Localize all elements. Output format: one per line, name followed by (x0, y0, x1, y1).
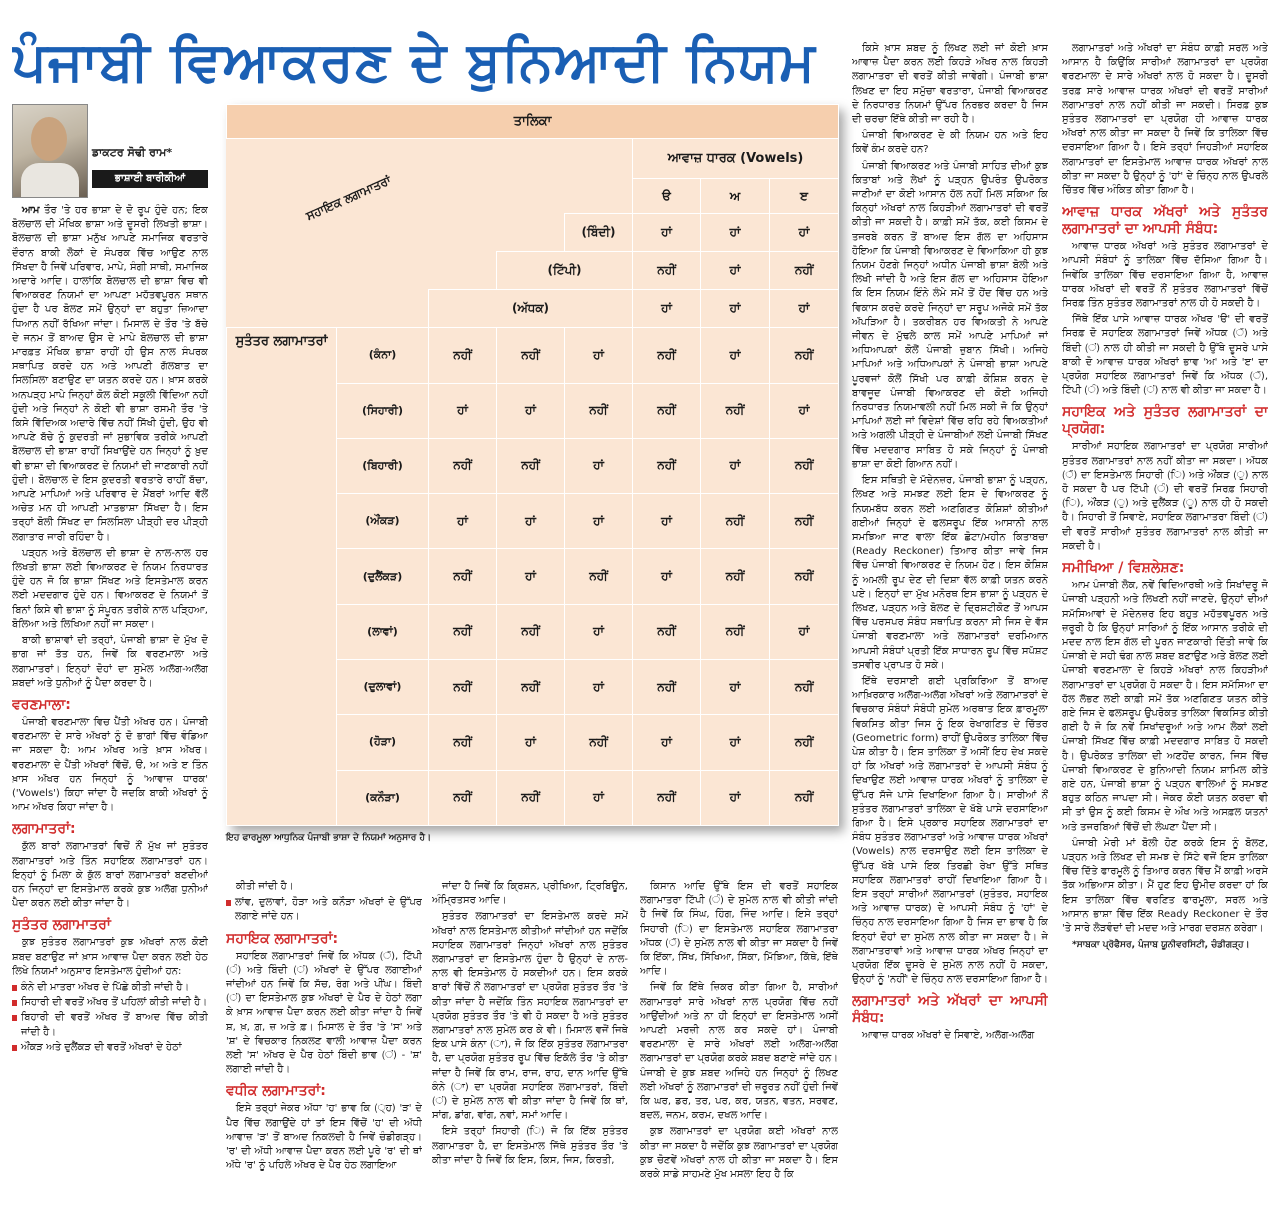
section-heading: ਵਧੀਕ ਲਗਾਮਾਤਰਾਂ: (226, 1083, 326, 1100)
bullet-list (12, 981, 208, 1055)
paragraph: ਸਹਾਇਕ ਲਗਾਮਾਤਰਾਂ ਜਿਵੇਂ ਕਿ ਅੱਧਕ (ੱ), ਟਿੱਪੀ (ੰ) ਅਤੇ ਬਿੰਦੀ (ਂ) ਅੱਖਰਾਂ ਦੇ ਉੱਪਰ ਲਗਾਈਆਂ ਜਾਂਦੀਆਂ ਹਨ ਜਿਵੇਂ ਕਿ ਸੱਚ, ਰੰਗ ਅਤੇ ਪੀਂਘ। ਬਿੰਦੀ (ਂ) ਦਾ ਇਸਤੇਮਾਲ ਕੁਝ ਅੱਖਰਾਂ ਦੇ ਪੈਰ ਦੇ ਹੇਠਾਂ ਲਗਾ ਕੇ ਖ਼ਾਸ ਆਵਾਜ਼ ਪੈਦਾ ਕਰਨ ਲਈ ਕੀਤਾ ਜਾਂਦਾ ਹੈ ਜਿਵੇਂ ਸ਼, ਖ਼, ਗ਼, ਜ਼ ਅਤੇ ਫ਼। ਮਿਸਾਲ ਦੇ ਤੌਰ 'ਤੇ 'ਸ' ਅਤੇ 'ਸ਼' ਦੇ ਵਿਚਕਾਰ ਨਿਕਲਣ ਵਾਲੀ ਆਵਾਜ਼ ਪੈਦਾ ਕਰਨ ਲਈ 'ਸ' ਅੱਖਰ ਦੇ ਪੈਰ ਹੇਠਾਂ ਬਿੰਦੀ ਭਾਵ (ਂ) - 'ਸ਼' ਲਗਾਈ ਜਾਂਦੀ ਹੈ। (226, 950, 422, 1076)
table-cell: ਨਹੀਂ (565, 715, 633, 770)
table-cell: ਨਹੀਂ (429, 328, 497, 383)
table-cell: ਨਹੀਂ (565, 383, 633, 438)
table-cell: ਹਾਂ (701, 251, 770, 289)
vowels-header: ਆਵਾਜ਼ ਧਾਰਕ (Vowels) (633, 139, 839, 179)
assistant-header: ਸਹਾਇਕ ਲਗਾਮਾਤਰਾਂ (303, 173, 393, 224)
paragraph: ਪੜ੍ਹਨ ਅਤੇ ਬੋਲਚਾਲ ਦੀ ਭਾਸ਼ਾ ਦੇ ਨਾਲ-ਨਾਲ ਹਰ ਲਿਖਤੀ ਭਾਸ਼ਾ ਲਈ ਵਿਆਕਰਣ ਦੇ ਨਿਯਮ ਨਿਰਧਾਰਤ ਹੁੰਦੇ ਹਨ ਜੋ ਕਿ ਭਾਸ਼ਾ ਸਿੱਖਣ ਅਤੇ ਇਸਤੇਮਾਲ ਕਰਨ ਲਈ ਮਦਦਗਾਰ ਹੁੰਦੇ ਹਨ। ਵਿਆਕਰਣ ਦੇ ਨਿਯਮਾਂ ਤੋਂ ਬਿਨਾਂ ਕਿਸੇ ਵੀ ਭਾਸ਼ਾ ਨੂੰ ਸੰਪੂਰਨ ਤਰੀਕੇ ਨਾਲ ਪੜ੍ਹਿਆ, ਬੋਲਿਆ ਅਤੇ ਲਿਖਿਆ ਨਹੀਂ ਜਾ ਸਕਦਾ। (12, 547, 208, 630)
paragraph: ਆਵਾਜ਼ ਧਾਰਕ ਅੱਖਰਾਂ ਅਤੇ ਸੁਤੰਤਰ ਲਗਾਮਾਤਰਾਂ ਦੇ ਆਪਸੀ ਸੰਬੰਧਾਂ ਨੂੰ ਤਾਲਿਕਾ ਵਿੱਚ ਦੱਸਿਆ ਗਿਆ ਹੈ। ਜਿਵੇਂਕਿ ਤਾਲਿਕਾ ਵਿੱਚ ਦਰਸਾਇਆ ਗਿਆ ਹੈ, ਆਵਾਜ਼ ਧਾਰਕ ਅੱਖਰਾਂ ਦੀ ਵਰਤੋਂ ਨੌਂ ਸੁਤੰਤਰ ਲਗਾਮਾਤਰਾਂ ਵਿੱਚੋਂ ਸਿਰਫ਼ ਤਿੰਨ ਸੁਤੰਤਰ ਲਗਾਮਾਤਰਾਂ ਨਾਲ ਹੀ ਹੋ ਸਕਦੀ ਹੈ। (1062, 241, 1268, 310)
paragraph: ਕਿਸਾਨ ਆਦਿ ਉੱਥੇ ਇਸ ਦੀ ਵਰਤੋਂ ਸਹਾਇਕ ਲਗਾਮਾਤਰਾ ਟਿੱਪੀ (ੰ) ਦੇ ਸੁਮੇਲ ਨਾਲ ਵੀ ਕੀਤੀ ਜਾਂਦੀ ਹੈ ਜਿਵੇਂ ਕਿ ਸਿੰਘ, ਹਿੰਗ, ਜਿੰਦ ਆਦਿ। ਇਸੇ ਤਰ੍ਹਾਂ ਸਿਹਾਰੀ (ਿ) ਦਾ ਇਸਤੇਮਾਲ ਸਹਾਇਕ ਲਗਾਮਾਤਰਾ ਅੱਧਕ (ੱ) ਦੇ ਸੁਮੇਲ ਨਾਲ ਵੀ ਕੀਤਾ ਜਾ ਸਕਦਾ ਹੈ ਜਿਵੇਂ ਕਿ ਇੱਕਾ, ਸਿੱਖ, ਸਿੱਖਿਆ, ਸਿੱਕਾ, ਮਿੱਝਿਆ, ਕਿੱਥੇ, ਇੱਥੇ ਆਦਿ। (640, 881, 838, 978)
section-heading: ਸਹਾਇਕ ਅਤੇ ਸੁਤੰਤਰ ਲਗਾਮਾਤਰਾਂ ਦਾ ਪ੍ਰਯੋਗ: (1062, 404, 1268, 438)
paragraph: ਪੰਜਾਬੀ ਵਰਣਮਾਲਾ ਵਿਚ ਪੈਂਤੀ ਅੱਖਰ ਹਨ। ਪੰਜਾਬੀ ਵਰਣਮਾਲਾ ਦੇ ਸਾਰੇ ਅੱਖਰਾਂ ਨੂੰ ਦੋ ਭਾਗਾਂ ਵਿੱਚ ਵੰਡਿਆ ਜਾ ਸਕਦਾ ਹੈ: ਆਮ ਅੱਖਰ ਅਤੇ ਖ਼ਾਸ ਅੱਖਰ। ਵਰਣਮਾਲਾ ਦੇ ਪੈਂਤੀ ਅੱਖਰਾਂ ਵਿੱਚੋਂ, ੳ, ਅ ਅਤੇ ੲ ਤਿੰਨ ਖ਼ਾਸ ਅੱਖਰ ਹਨ ਜਿਨ੍ਹਾਂ ਨੂੰ 'ਆਵਾਜ਼ ਧਾਰਕ' ('Vowels') ਕਿਹਾ ਜਾਂਦਾ ਹੈ ਜਦਕਿ ਬਾਕੀ ਅੱਖਰਾਂ ਨੂੰ ਆਮ ਅੱਖਰ ਕਿਹਾ ਜਾਂਦਾ ਹੈ। (12, 716, 208, 814)
paragraph: ਕੁਝ ਲਗਾਮਾਤਰਾਂ ਦਾ ਪ੍ਰਯੋਗ ਕਈ ਅੱਖਰਾਂ ਨਾਲ ਕੀਤਾ ਜਾ ਸਕਦਾ ਹੈ ਜਦੋਂਕਿ ਕੁਝ ਲਗਾਮਾਤਰਾਂ ਦਾ ਪ੍ਰਯੋਗ ਕੁਝ ਚੋਣਵੇਂ ਅੱਖਰਾਂ ਨਾਲ ਹੀ ਕੀਤਾ ਜਾ ਸਕਦਾ ਹੈ। ਇਸ ਕਰਕੇ ਸਾਡੇ ਸਾਹਮਣੇ ਮੁੱਖ ਮਸਲਾ ਇਹ ਹੈ ਕਿ (640, 1126, 838, 1181)
table-cell: ਨਹੀਂ (429, 604, 497, 659)
paragraph: ਇਸੇ ਤਰ੍ਹਾਂ ਜੇਕਰ ਅੱਧਾ 'ਹ' ਭਾਵ ਕਿ (੍ਹ) 'ੜ' ਦੇ ਪੈਰ ਵਿੱਚ ਲਗਾਉਂਦੇ ਹਾਂ ਤਾਂ ਇਸ ਵਿੱਚੋਂ 'ਹ' ਦੀ ਅੱਧੀ ਆਵਾਜ਼ 'ੜ' ਤੋਂ ਬਾਅਦ ਨਿਕਲਦੀ ਹੈ ਜਿਵੇਂ ਚੰਡੀਗੜ੍ਹ। 'ਰ' ਦੀ ਅੱਧੀ ਆਵਾਜ਼ ਪੈਦਾ ਕਰਨ ਲਈ ਪੂਰੇ 'ਰ' ਦੀ ਥਾਂ ਅੱਧੇ 'ਰ' ਨੂੰ ਪਹਿਲੇ ਅੱਖਰ ਦੇ ਪੈਰ ਹੇਠ ਲਗਾਇਆ (226, 1103, 422, 1172)
bullet-list (226, 896, 422, 924)
list-item: ਸਿਹਾਰੀ ਦੀ ਵਰਤੋਂ ਅੱਖਰ ਤੋਂ ਪਹਿਲਾਂ ਕੀਤੀ ਜਾਂਦੀ ਹੈ। (12, 996, 208, 1010)
table-cell: ਹਾਂ (497, 715, 565, 770)
table-cell: ਨਹੀਂ (429, 659, 497, 714)
table-cell: ਨਹੀਂ (429, 438, 497, 493)
table-cell: ਹਾਂ (429, 383, 497, 438)
author-name: ਡਾਕਟਰ ਸੋਢੀ ਰਾਮ* (92, 146, 173, 159)
table-cell: ਨਹੀਂ (770, 438, 839, 493)
table-cell: ਹਾਂ (701, 328, 770, 383)
byline (12, 104, 208, 198)
paragraph (12, 204, 208, 545)
paragraph: ਜਿੱਥੇ ਇੱਕ ਪਾਸੇ ਆਵਾਜ਼ ਧਾਰਕ ਅੱਖਰ 'ੳ' ਦੀ ਵਰਤੋਂ ਸਿਰਫ਼ ਦੋ ਸਹਾਇਕ ਲਗਾਮਾਤਰਾਂ ਜਿਵੇਂ ਅੱਧਕ (ੱ) ਅਤੇ ਬਿੰਦੀ (ਂ) ਨਾਲ ਹੀ ਕੀਤੀ ਜਾ ਸਕਦੀ ਹੈ ਉੱਥੇ ਦੂਸਰੇ ਪਾਸੇ ਬਾਕੀ ਦੋ ਆਵਾਜ਼ ਧਾਰਕ ਅੱਖਰਾਂ ਭਾਵ 'ਅ' ਅਤੇ 'ੲ' ਦਾ ਪ੍ਰਯੋਗ ਸਹਾਇਕ ਲਗਾਮਾਤਰਾਂ ਜਿਵੇਂ ਕਿ ਅੱਧਕ (ੱ), ਟਿੱਪੀ (ੰ) ਅਤੇ ਬਿੰਦੀ (ਂ) ਨਾਲ ਵੀ ਕੀਤਾ ਜਾ ਸਕਦਾ ਹੈ। (1062, 314, 1268, 397)
blank-cell (227, 290, 429, 328)
table-cell: ਨਹੀਂ (497, 770, 565, 825)
paragraph: ਆਵਾਜ਼ ਧਾਰਕ ਅੱਖਰਾਂ ਦੇ ਸਿਵਾਏ, ਅਲੱਗ-ਅਲੱਗ (862, 1030, 1035, 1042)
table-cell: ਨਹੀਂ (770, 715, 839, 770)
row-label: (ਲਾਵਾਂ) (337, 604, 429, 659)
table-cell: ਹਾਂ (565, 328, 633, 383)
row-label: (ਹੋੜਾ) (337, 715, 429, 770)
column-tag: ਭਾਸ਼ਾਈ ਬਾਰੀਕੀਆਂ (92, 170, 208, 188)
paragraph: ਲਗਾਮਾਤਰਾਂ ਅਤੇ ਅੱਖਰਾਂ ਦਾ ਸੰਬੰਧ ਕਾਫ਼ੀ ਸਰਲ ਅਤੇ ਆਸਾਨ ਹੈ ਕਿਉਂਕਿ ਸਾਰੀਆਂ ਲਗਾਮਾਤਰਾਂ ਦਾ ਪ੍ਰਯੋਗ ਵਰਣਮਾਲਾ ਦੇ ਸਾਰੇ ਅੱਖਰਾਂ ਨਾਲ ਹੋ ਸਕਦਾ ਹੈ। ਦੂਸਰੀ ਤਰਫ਼ ਸਾਰੇ ਆਵਾਜ਼ ਧਾਰਕ ਅੱਖਰਾਂ ਦੀ ਵਰਤੋਂ ਸਾਰੀਆਂ ਲਗਾਮਾਤਰਾਂ ਨਾਲ ਨਹੀਂ ਕੀਤੀ ਜਾ ਸਕਦੀ। ਸਿਰਫ਼ ਕੁਝ ਸੁਤੰਤਰ ਲਗਾਮਾਤਰਾਂ ਦਾ ਪ੍ਰਯੋਗ ਹੀ ਆਵਾਜ਼ ਧਾਰਕ ਅੱਖਰਾਂ ਨਾਲ ਕੀਤਾ ਜਾ ਸਕਦਾ ਹੈ ਜਿਵੇਂ ਕਿ ਤਾਲਿਕਾ ਵਿੱਚ ਦਰਸਾਇਆ ਗਿਆ ਹੈ। ਇਸੇ ਤਰ੍ਹਾਂ ਜਿਹੜੀਆਂ ਸਹਾਇਕ ਲਗਾਮਾਤਰਾਂ ਦਾ ਇਸਤੇਮਾਲ ਆਵਾਜ਼ ਧਾਰਕ ਅੱਖਰਾਂ ਨਾਲ ਕੀਤਾ ਜਾ ਸਕਦਾ ਹੈ ਉਨ੍ਹਾਂ ਨੂੰ 'ਹਾਂ' ਦੇ ਚਿੰਨ੍ਹ ਨਾਲ ਉਪਰਲੇ ਚਿੱਤਰ ਵਿੱਚ ਅੰਕਿਤ ਕੀਤਾ ਗਿਆ ਹੈ। (1062, 43, 1268, 197)
paragraph: ਇਸ ਸਥਿਤੀ ਦੇ ਮੱਦੇਨਜ਼ਰ, ਪੰਜਾਬੀ ਭਾਸ਼ਾ ਨੂੰ ਪੜ੍ਹਨ, ਲਿਖਣ ਅਤੇ ਸਮਝਣ ਲਈ ਇਸ ਦੇ ਵਿਆਕਰਣ ਨੂੰ ਨਿਯਮਬੱਧ ਕਰਨ ਲਈ ਅਣਗਿਣਤ ਕੋਸ਼ਿਸ਼ਾਂ ਕੀਤੀਆਂ ਗਈਆਂ ਜਿਨ੍ਹਾਂ ਦੇ ਫਲਸਰੂਪ ਇੱਕ ਆਸਾਨੀ ਨਾਲ ਸਮਝਿਆ ਜਾਣ ਵਾਲਾ ਇੱਕ ਛੋਟਾ/ਮਹੀਨ ਕਿਤਾਬਚਾ (Ready Reckoner) ਤਿਆਰ ਕੀਤਾ ਜਾਵੇ ਜਿਸ ਵਿੱਚ ਪੰਜਾਬੀ ਵਿਆਕਰਣ ਦੇ ਨਿਯਮ ਹੋਣ। ਇਸ ਕੋਸ਼ਿਸ਼ ਨੂੰ ਅਮਲੀ ਰੂਪ ਦੇਣ ਦੀ ਦਿਸ਼ਾ ਵੱਲ ਕਾਫ਼ੀ ਯਤਨ ਕਰਨੇ ਪਏ। ਇਨ੍ਹਾਂ ਦਾ ਮੁੱਖ ਮਨੋਰਥ ਇਸ ਭਾਸ਼ਾ ਨੂੰ ਪੜ੍ਹਨ ਦੇ ਲਿਖਣ, ਪੜ੍ਹਨ ਅਤੇ ਬੋਲਣ ਦੇ ਦ੍ਰਿਸ਼ਟੀਕੋਣ ਤੋਂ ਆਪਸ ਵਿੱਚ ਪਰਸਪਰ ਸੰਬੰਧ ਸਥਾਪਿਤ ਕਰਨਾ ਸੀ ਜਿਸ ਦੇ ਵੱਸ ਪੰਜਾਬੀ ਵਰਣਮਾਲਾ ਅਤੇ ਲਗਾਮਾਤਰਾਂ ਦਰਮਿਆਨ ਆਪਸੀ ਸੰਬੰਧਾਂ ਪ੍ਰਤੀ ਇੱਕ ਸਾਧਾਰਨ ਰੂਪ ਵਿੱਚ ਸਪੱਸ਼ਟ ਤਸਵੀਰ ਪ੍ਰਾਪਤ ਹੋ ਸਕੇ। (852, 475, 1048, 671)
paragraph: ਸਾਰੀਆਂ ਸਹਾਇਕ ਲਗਾਮਾਤਰਾਂ ਦਾ ਪ੍ਰਯੋਗ ਸਾਰੀਆਂ ਸੁਤੰਤਰ ਲਗਾਮਾਤਰਾਂ ਨਾਲ ਨਹੀਂ ਕੀਤਾ ਜਾ ਸਕਦਾ। ਅੱਧਕ (ੱ) ਦਾ ਇਸਤੇਮਾਲ ਸਿਹਾਰੀ (ਿ) ਅਤੇ ਔਂਕੜ (ੁ) ਨਾਲ ਹੋ ਸਕਦਾ ਹੈ ਪਰ ਟਿੱਪੀ (ੰ) ਦੀ ਵਰਤੋਂ ਸਿਰਫ਼ ਸਿਹਾਰੀ (ਿ), ਔਂਕੜ (ੁ) ਅਤੇ ਦੁਲੈਂਕੜ (ੂ) ਨਾਲ ਹੀ ਹੋ ਸਕਦੀ ਹੈ। ਸਿਹਾਰੀ ਤੋਂ ਸਿਵਾਏ, ਸਹਾਇਕ ਲਗਾਮਾਤਰਾ ਬਿੰਦੀ (ਂ) ਦੀ ਵਰਤੋਂ ਸਾਰੀਆਂ ਸੁਤੰਤਰ ਲਗਾਮਾਤਰਾਂ ਨਾਲ ਕੀਤੀ ਜਾ ਸਕਦੀ ਹੈ। (1062, 441, 1268, 552)
row-label: (ਕੰਨਾ) (337, 328, 429, 383)
table-cell: ਹਾਂ (770, 604, 839, 659)
table-cell: ਨਹੀਂ (633, 328, 701, 383)
table-cell: ਨਹੀਂ (633, 383, 701, 438)
table-cell: ਨਹੀਂ (497, 604, 565, 659)
table-cell: ਹਾਂ (701, 438, 770, 493)
table-cell: ਹਾਂ (497, 494, 565, 549)
table-caption: ਇਹ ਫਾਰਮੂਲਾ ਆਧੁਨਿਕ ਪੰਜਾਬੀ ਭਾਸ਼ਾ ਦੇ ਨਿਯਮਾਂ ਅਨੁਸਾਰ ਹੈ। (226, 833, 432, 843)
table-cell: ਹਾਂ (633, 213, 701, 251)
table-cell: ਨਹੀਂ (770, 659, 839, 714)
table-cell: ਹਾਂ (565, 659, 633, 714)
table-cell: ਹਾਂ (701, 659, 770, 714)
table-cell: ਨਹੀਂ (770, 549, 839, 604)
paragraph: ਜਿਵੇਂ ਕਿ ਇੱਥੇ ਜ਼ਿਕਰ ਕੀਤਾ ਗਿਆ ਹੈ, ਸਾਰੀਆਂ ਲਗਾਮਾਤਰਾਂ ਸਾਰੇ ਅੱਖਰਾਂ ਨਾਲ ਪ੍ਰਯੋਗ ਵਿੱਚ ਨਹੀਂ ਆਉਂਦੀਆਂ ਅਤੇ ਨਾ ਹੀ ਇਨ੍ਹਾਂ ਦਾ ਇਸਤੇਮਾਲ ਅਸੀਂ ਆਪਣੀ ਮਰਜ਼ੀ ਨਾਲ ਕਰ ਸਕਦੇ ਹਾਂ। ਪੰਜਾਬੀ ਵਰਣਮਾਲਾ ਦੇ ਸਾਰੇ ਅੱਖਰਾਂ ਲਈ ਅਲੱਗ-ਅਲੱਗ ਲਗਾਮਾਤਰਾਂ ਦਾ ਪ੍ਰਯੋਗ ਕਰਕੇ ਸ਼ਬਦ ਬਣਾਏ ਜਾਂਦੇ ਹਨ। ਪੰਜਾਬੀ ਦੇ ਕੁਝ ਸ਼ਬਦ ਅਜਿਹੇ ਹਨ ਜਿਨ੍ਹਾਂ ਨੂੰ ਲਿਖਣ ਲਈ ਅੱਖਰਾਂ ਨੂੰ ਲਗਾਮਾਤਰਾਂ ਦੀ ਜ਼ਰੂਰਤ ਨਹੀਂ ਹੁੰਦੀ ਜਿਵੇਂ ਕਿ ਘਰ, ਡਰ, ਤਰ, ਪਰ, ਕਰ, ਯਤਨ, ਵਤਨ, ਸਰਵਣ, ਬਦਲ, ਜਨਮ, ਕਰਮ, ਦਖਲ ਆਦਿ। (640, 982, 838, 1122)
blank-cell (227, 251, 497, 289)
table-cell: ਹਾਂ (633, 715, 701, 770)
lead-word: ਆਮ (22, 205, 40, 216)
article-column-4 (640, 880, 838, 1210)
paragraph: ਕਿਸੇ ਖ਼ਾਸ ਸ਼ਬਦ ਨੂੰ ਲਿਖਣ ਲਈ ਜਾਂ ਕੋਈ ਖ਼ਾਸ ਆਵਾਜ਼ ਪੈਦਾ ਕਰਨ ਲਈ ਕਿਹੜੇ ਅੱਖਰ ਨਾਲ ਕਿਹੜੀ ਲਗਾਮਾਤਰਾ ਦੀ ਵਰਤੋਂ ਕੀਤੀ ਜਾਵੇਗੀ। ਪੰਜਾਬੀ ਭਾਸ਼ਾ ਲਿਖਣ ਦਾ ਇਹ ਸਮੁੱਚਾ ਵਰਤਾਰਾ, ਪੰਜਾਬੀ ਵਿਆਕਰਣ ਦੇ ਨਿਰਧਾਰਤ ਨਿਯਮਾਂ ਉੱਪਰ ਨਿਰਭਰ ਕਰਦਾ ਹੈ ਜਿਸ ਦੀ ਚਰਚਾ ਇੱਥੇ ਕੀਤੀ ਜਾ ਰਹੀ ਹੈ। (852, 43, 1048, 126)
table-cell: ਹਾਂ (497, 549, 565, 604)
paragraph: ਕੁੱਲ ਬਾਰਾਂ ਲਗਾਮਾਤਰਾਂ ਵਿਚੋਂ ਨੌਂ ਮੁੱਖ ਜਾਂ ਸੁਤੰਤਰ ਲਗਾਮਾਤਰਾਂ ਅਤੇ ਤਿੰਨ ਸਹਾਇਕ ਲਗਾਮਾਤਰਾਂ ਹਨ। ਇਨ੍ਹਾਂ ਨੂੰ ਮਿਲਾ ਕੇ ਕੁੱਲ ਬਾਰਾਂ ਲਗਾਮਾਤਰਾਂ ਬਣਦੀਆਂ ਹਨ ਜਿਨ੍ਹਾਂ ਦਾ ਇਸਤੇਮਾਲ ਕਰਕੇ ਕੁਝ ਅਲੱਗ ਧੁਨੀਆਂ ਪੈਦਾ ਕਰਨ ਲਈ ਕੀਤਾ ਜਾਂਦਾ ਹੈ। (12, 841, 208, 910)
author-signoff: *ਸਾਬਕਾ ਪ੍ਰੋਫੈਸਰ, ਪੰਜਾਬ ਯੂਨੀਵਰਸਿਟੀ, ਚੰਡੀਗੜ੍ਹ। (1072, 940, 1250, 951)
list-item: ਕੰਨੇ ਦੀ ਮਾਤਰਾ ਅੱਖਰ ਦੇ ਪਿੱਛੇ ਕੀਤੀ ਜਾਂਦੀ ਹੈ। (12, 981, 208, 995)
table-cell: ਨਹੀਂ (565, 549, 633, 604)
row-label: (ਔਂਕੜ) (337, 494, 429, 549)
grammar-table (226, 104, 838, 826)
assistant-header-cell (227, 139, 633, 224)
table-cell: ਨਹੀਂ (701, 383, 770, 438)
section-heading: ਸੁਤੰਤਰ ਲਗਾਮਾਤਰਾਂ (12, 917, 111, 934)
table-cell: ਨਹੀਂ (429, 770, 497, 825)
table-cell: ਨਹੀਂ (770, 494, 839, 549)
table-cell: ਨਹੀਂ (770, 328, 839, 383)
table-cell: ਹਾਂ (633, 494, 701, 549)
table-cell: ਨਹੀਂ (633, 438, 701, 493)
table-cell: ਨਹੀਂ (633, 251, 701, 289)
paragraph-text: ਤੌਰ 'ਤੇ ਹਰ ਭਾਸ਼ਾ ਦੇ ਦੋ ਰੂਪ ਹੁੰਦੇ ਹਨ; ਇਕ ਬੋਲਚਾਲ ਦੀ ਮੌਖਿਕ ਭਾਸ਼ਾ ਅਤੇ ਦੂਸਰੀ ਲਿਖਤੀ ਭਾਸ਼ਾ। ਬੋਲਚਾਲ ਦੀ ਭਾਸ਼ਾ ਮਨੁੱਖ ਆਪਣੇ ਸਮਾਜਿਕ ਵਰਤਾਰੇ ਦੌਰਾਨ ਬਾਕੀ ਲੋਕਾਂ ਦੇ ਸੰਪਰਕ ਵਿੱਚ ਆਉਣ ਨਾਲ ਸਿੱਖਦਾ ਹੈ ਜਿਵੇਂ ਪਰਿਵਾਰ, ਮਾਪੇ, ਸੰਗੀ ਸਾਥੀ, ਸਮਾਜਿਕ ਅਦਾਰੇ ਆਦਿ। ਹਾਲਾਂਕਿ ਬੋਲਚਾਲ ਦੀ ਭਾਸ਼ਾ ਵਿਚ ਵੀ ਵਿਆਕਰਣ ਨਿਯਮਾਂ ਦਾ ਆਪਣਾ ਮਹੱਤਵਪੂਰਨ ਸਥਾਨ ਹੁੰਦਾ ਹੈ ਪਰ ਬੋਲਣ ਸਮੇਂ ਉਨ੍ਹਾਂ ਦਾ ਬਹੁਤਾ ਜ਼ਿਆਦਾ ਧਿਆਨ ਨਹੀਂ ਰੱਖਿਆ ਜਾਂਦਾ। ਮਿਸਾਲ ਦੇ ਤੌਰ 'ਤੇ ਬੱਚੇ ਦੇ ਜਨਮ ਤੋਂ ਬਾਅਦ ਉਸ ਦੇ ਮਾਪੇ ਬੋਲਚਾਲ ਦੀ ਭਾਸ਼ਾ ਮਾਰਫ਼ਤ ਮੌਖਿਕ ਭਾਸ਼ਾ ਰਾਹੀਂ ਹੀ ਉਸ ਨਾਲ ਸੰਪਰਕ ਸਥਾਪਿਤ ਕਰਦੇ ਹਨ ਅਤੇ ਆਪਣੀ ਗੱਲਬਾਤ ਦਾ ਸਿਲਸਿਲਾ ਬਣਾਉਣ ਦਾ ਯਤਨ ਕਰਦੇ ਹਨ। ਖ਼ਾਸ ਕਰਕੇ ਅਨਪੜ੍ਹ ਮਾਪੇ ਜਿਨ੍ਹਾਂ ਕੋਲ ਕੋਈ ਸਕੂਲੀ ਵਿੱਦਿਆ ਨਹੀਂ ਹੁੰਦੀ ਅਤੇ ਜਿਨ੍ਹਾਂ ਨੇ ਕੋਈ ਵੀ ਭਾਸ਼ਾ ਰਸਮੀ ਤੌਰ 'ਤੇ ਕਿਸੇ ਵਿੱਦਿਅਕ ਅਦਾਰੇ ਵਿੱਚ ਨਹੀਂ ਸਿੱਖੀ ਹੁੰਦੀ, ਉਹ ਵੀ ਆਪਣੇ ਬੱਚੇ ਨੂੰ ਕੁਦਰਤੀ ਜਾਂ ਸੁਭਾਵਿਕ ਤਰੀਕੇ ਆਪਣੀ ਬੋਲਚਾਲ ਦੀ ਭਾਸ਼ਾ ਰਾਹੀਂ ਸਿਖਾਉਂਦੇ ਹਨ ਜਿਨ੍ਹਾਂ ਨੂੰ ਖ਼ੁਦ ਵੀ ਭਾਸ਼ਾ ਦੀ ਵਿਆਕਰਣ ਦੇ ਨਿਯਮਾਂ ਦੀ ਜਾਣਕਾਰੀ ਨਹੀਂ ਹੁੰਦੀ। ਬੋਲਚਾਲ ਦੇ ਇਸ ਕੁਦਰਤੀ ਵਰਤਾਰੇ ਰਾਹੀਂ ਬੱਚਾ, ਆਪਣੇ ਮਾਪਿਆਂ ਅਤੇ ਪਰਿਵਾਰ ਦੇ ਮੈਂਬਰਾਂ ਆਦਿ ਵੱਲੋਂ ਅਚੇਤ ਮਨ ਹੀ ਆਪਣੀ ਮਾਤਭਾਸ਼ਾ ਸਿੱਖਦਾ ਹੈ। ਇਸ ਤਰ੍ਹਾਂ ਬੋਲੀ ਸਿੱਖਣ ਦਾ ਸਿਲਸਿਲਾ ਪੀੜ੍ਹੀ ਦਰ ਪੀੜ੍ਹੀ ਲਗਾਤਾਰ ਜਾਰੀ ਰਹਿੰਦਾ ਹੈ। (12, 205, 208, 543)
table-cell: ਨਹੀਂ (633, 659, 701, 714)
vowel-letter: ੳ (633, 179, 701, 213)
vowel-letter: ਅ (701, 179, 770, 213)
vowel-letter: ੲ (770, 179, 839, 213)
table-cell: ਨਹੀਂ (429, 549, 497, 604)
paragraph: ਸੁਤੰਤਰ ਲਗਾਮਾਤਰਾਂ ਦਾ ਇਸਤੇਮਾਲ ਕਰਦੇ ਸਮੇਂ ਅੱਖਰਾਂ ਨਾਲ ਇਸਤੇਮਾਲ ਕੀਤੀਆਂ ਜਾਂਦੀਆਂ ਹਨ ਜਦੋਂਕਿ ਸਹਾਇਕ ਲਗਾਮਾਤਰਾਂ ਜਿਨ੍ਹਾਂ ਅੱਖਰਾਂ ਨਾਲ ਸੁਤੰਤਰ ਲਗਾਮਾਤਰਾਂ ਦਾ ਇਸਤੇਮਾਲ ਹੁੰਦਾ ਹੈ ਉਨ੍ਹਾਂ ਦੇ ਨਾਲ-ਨਾਲ ਵੀ ਇਸਤੇਮਾਲ ਹੋ ਸਕਦੀਆਂ ਹਨ। ਇਸ ਕਰਕੇ ਬਾਰਾਂ ਵਿੱਚੋਂ ਨੌਂ ਲਗਾਮਾਤਰਾਂ ਦਾ ਪ੍ਰਯੋਗ ਸੁਤੰਤਰ ਤੌਰ 'ਤੇ ਕੀਤਾ ਜਾਂਦਾ ਹੈ ਜਦੋਂਕਿ ਤਿੰਨ ਸਹਾਇਕ ਲਗਾਮਾਤਰਾਂ ਦਾ ਪ੍ਰਯੋਗ ਸੁਤੰਤਰ ਤੌਰ 'ਤੇ ਵੀ ਹੋ ਸਕਦਾ ਹੈ ਅਤੇ ਸੁਤੰਤਰ ਲਗਾਮਾਤਰਾਂ ਨਾਲ ਸੁਮੇਲ ਕਰ ਕੇ ਵੀ। ਮਿਸਾਲ ਵਜੋਂ ਜਿਥੇ ਇਕ ਪਾਸੇ ਕੰਨਾ (ਾ), ਜੋ ਕਿ ਇੱਕ ਸੁਤੰਤਰ ਲਗਾਮਾਤਰਾ ਹੈ, ਦਾ ਪ੍ਰਯੋਗ ਸੁਤੰਤਰ ਰੂਪ ਵਿੱਚ ਇਕੱਲੇ ਤੌਰ 'ਤੇ ਕੀਤਾ ਜਾਂਦਾ ਹੈ ਜਿਵੇਂ ਕਿ ਰਾਮ, ਰਾਜ, ਰਾਹ, ਦਾਨ ਆਦਿ ਉੱਥੇ ਕੰਨੇ (ਾ) ਦਾ ਪ੍ਰਯੋਗ ਸਹਾਇਕ ਲਗਾਮਾਤਰਾਂ, ਬਿੰਦੀ (ਂ) ਦੇ ਸੁਮੇਲ ਨਾਲ ਵੀ ਕੀਤਾ ਜਾਂਦਾ ਹੈ ਜਿਵੇਂ ਕਿ ਥਾਂ, ਸਾਂਗ, ਡਾਂਗ, ਵਾਂਗ, ਨਵਾਂ, ਸਮਾਂ ਆਦਿ। (432, 911, 628, 1122)
paragraph: ਪੰਜਾਬੀ ਵਿਆਕਰਣ ਅਤੇ ਪੰਜਾਬੀ ਸਾਹਿਤ ਦੀਆਂ ਕੁਝ ਕਿਤਾਬਾਂ ਅਤੇ ਲੇਖਾਂ ਨੂੰ ਪੜ੍ਹਨ ਉਪਰੰਤ ਉਪਰੋਕਤ ਜਾਣੀਆਂ ਦਾ ਕੋਈ ਆਸਾਨ ਹੱਲ ਨਹੀਂ ਮਿਲ ਸਕਿਆ ਕਿ ਕਿਨ੍ਹਾਂ ਅੱਖਰਾਂ ਨਾਲ ਕਿਹੜੀਆਂ ਲਗਾਮਾਤਰਾਂ ਦੀ ਵਰਤੋਂ ਕੀਤੀ ਜਾ ਸਕਦੀ ਹੈ। ਕਾਫ਼ੀ ਸਮੇਂ ਤੱਕ, ਕਈ ਕਿਸਮ ਦੇ ਤਜਰਬੇ ਕਰਨ ਤੋਂ ਬਾਅਦ ਇਸ ਗੱਲ ਦਾ ਅਹਿਸਾਸ ਹੋਇਆ ਕਿ ਪੰਜਾਬੀ ਵਿਆਕਰਣ ਦੇ ਵਿਆਕਿਆ ਹੀ ਕੁਝ ਨਿਯਮ ਹੋਣਗੇ ਜਿਨ੍ਹਾਂ ਅਧੀਨ ਪੰਜਾਬੀ ਭਾਸ਼ਾ ਬੋਲੀ ਅਤੇ ਲਿਖੀ ਜਾਂਦੀ ਹੈ ਅਤੇ ਇਸ ਗੱਲ ਦਾ ਅਹਿਸਾਸ ਹੋਇਆ ਕਿ ਇਸ ਨਿਯਮ ਇੰਨੇ ਲੰਮੇ ਸਮੇਂ ਤੋਂ ਹੋਂਦ ਵਿੱਚ ਹਨ ਅਤੇ ਵਿਕਾਸ ਕਰਦੇ ਕਰਦੇ ਜਿਨ੍ਹਾਂ ਦਾ ਸਰੂਪ ਅਜੋਕੇ ਸਮੇਂ ਤੱਕ ਅੱਪੜਿਆ ਹੈ। ਤਕਰੀਬਨ ਹਰ ਵਿਅਕਤੀ ਨੇ ਆਪਣੇ ਜੀਵਨ ਦੇ ਮੁੱਢਲੇ ਕਾਲ ਸਮੇਂ ਆਪਣੇ ਮਾਪਿਆਂ ਜਾਂ ਅਧਿਆਪਕਾਂ ਕੋਲੋਂ ਪੰਜਾਬੀ ਜ਼ੁਬਾਨ ਸਿੱਖੀ। ਅਜਿਹੇ ਮਾਪਿਆਂ ਅਤੇ ਅਧਿਆਪਕਾਂ ਨੇ ਪੰਜਾਬੀ ਭਾਸ਼ਾ ਆਪਣੇ ਪੂਰਵਜਾਂ ਕੋਲੋਂ ਸਿੱਖੀ ਪਰ ਕਾਫ਼ੀ ਕੋਸ਼ਿਸ਼ ਕਰਨ ਦੇ ਬਾਵਜੂਦ ਪੰਜਾਬੀ ਵਿਆਕਰਣ ਦੀ ਕੋਈ ਅਜਿਹੀ ਨਿਰਧਾਰਤ ਨਿਯਮਾਵਲੀ ਨਹੀਂ ਮਿਲ ਸਕੀ ਜੋ ਕਿ ਉਨ੍ਹਾਂ ਮਾਪਿਆਂ ਲਈ ਜਾਂ ਵਿਦੇਸ਼ਾਂ ਵਿੱਚ ਰਹਿ ਰਹੇ ਵਿਅਕਤੀਆਂ ਅਤੇ ਅਗਲੀ ਪੀੜ੍ਹੀ ਦੇ ਪੰਜਾਬੀਆਂ ਲਈ ਪੰਜਾਬੀ ਸਿੱਖਣ ਵਿੱਚ ਮਦਦਗਾਰ ਸਾਬਿਤ ਹੋ ਸਕੇ ਜਿਨ੍ਹਾਂ ਨੂੰ ਪੰਜਾਬੀ ਭਾਸ਼ਾ ਦਾ ਕੋਈ ਗਿਆਨ ਨਹੀਂ। (852, 160, 1048, 470)
section-heading: ਵਰਣਮਾਲਾ: (12, 696, 71, 713)
table-cell: ਨਹੀਂ (497, 659, 565, 714)
table-cell: ਨਹੀਂ (770, 251, 839, 289)
independent-header: ਸੁਤੰਤਰ ਲਗਾਮਾਤਰਾਂ (227, 328, 337, 826)
article-column-1 (12, 204, 208, 1209)
table-cell: ਨਹੀਂ (770, 770, 839, 825)
assistant-label: (ਬਿੰਦੀ) (565, 213, 633, 251)
blank-cell (227, 213, 565, 251)
table-cell: ਹਾਂ (565, 438, 633, 493)
table-cell: ਹਾਂ (633, 290, 701, 328)
article-column-6 (1062, 42, 1268, 1210)
section-heading: ਸਹਾਇਕ ਲਗਾਮਾਤਰਾਂ: (226, 930, 339, 947)
paragraph: ਪੰਜਾਬੀ ਮੇਰੀ ਮਾਂ ਬੋਲੀ ਹੋਣ ਕਰਕੇ ਇਸ ਨੂੰ ਬੋਲਣ, ਪੜ੍ਹਨ ਅਤੇ ਲਿਖਣ ਦੀ ਸਮਝ ਦੇ ਸਿੱਟੇ ਵਜੋਂ ਇਸ ਤਾਲਿਕਾ ਵਿੱਚ ਦਿੱਤੇ ਫਾਰਮੂਲੇ ਨੂੰ ਤਿਆਰ ਕਰਨ ਵਿੱਚ ਮੈਂ ਕਾਫ਼ੀ ਅਰਸੇ ਤੱਕ ਅਭਿਆਸ ਕੀਤਾ। ਮੈਂ ਹੁਣ ਇਹ ਉਮੀਦ ਕਰਦਾ ਹਾਂ ਕਿ ਇਸ ਤਾਲਿਕਾ ਵਿੱਚ ਵਰਣਿਤ ਫਾਰਮੂਲਾ, ਸਰਲ ਅਤੇ ਆਸਾਨ ਭਾਸ਼ਾ ਵਿੱਚ ਇੱਕ Ready Reckoner ਦੇ ਤੌਰ 'ਤੇ ਸਾਰੇ ਲੋੜਵੰਦਾਂ ਦੀ ਮਦਦ ਅਤੇ ਮਾਰਗ ਦਰਸ਼ਨ ਕਰੇਗਾ। (1062, 837, 1268, 934)
paragraph: ਕੁਝ ਸੁਤੰਤਰ ਲਗਾਮਾਤਰਾਂ ਕੁਝ ਅੱਖਰਾਂ ਨਾਲ ਕੋਈ ਸ਼ਬਦ ਬਣਾਉਣ ਜਾਂ ਖ਼ਾਸ ਆਵਾਜ਼ ਪੈਦਾ ਕਰਨ ਲਈ ਹੇਠ ਲਿਖੇ ਨਿਯਮਾਂ ਅਨੁਸਾਰ ਇਸਤੇਮਾਲ ਹੁੰਦੀਆਂ ਹਨ: (12, 937, 208, 977)
list-item: ਔਂਕੜ ਅਤੇ ਦੁਲੈਂਕੜ ਦੀ ਵਰਤੋਂ ਅੱਖਰਾਂ ਦੇ ਹੇਠਾਂ (12, 1041, 208, 1055)
table-cell: ਹਾਂ (565, 604, 633, 659)
table-cell: ਹਾਂ (770, 383, 839, 438)
table-cell: ਹਾਂ (497, 383, 565, 438)
assistant-label: (ਟਿੱਪੀ) (497, 251, 633, 289)
table-cell: ਹਾਂ (770, 290, 839, 328)
row-label: (ਬਿਹਾਰੀ) (337, 438, 429, 493)
paragraph: ਇੱਥੇ ਦਰਸਾਈ ਗਈ ਪ੍ਰਕਿਰਿਆ ਤੋਂ ਬਾਅਦ ਆਖ਼ਿਰਕਾਰ ਅਲੱਗ-ਅਲੱਗ ਅੱਖਰਾਂ ਅਤੇ ਲਗਾਮਾਤਰਾਂ ਦੇ ਵਿਚਕਾਰ ਸੰਬੰਧਾਂ ਸੰਬੰਧੀ ਸੁਮੇਲ ਅਰਥਾਤ ਇਕ ਫ਼ਾਰਮੂਲਾ ਵਿਕਸਿਤ ਕੀਤਾ ਜਿਸ ਨੂੰ ਇਕ ਰੇਖਾਗਣਿਤ ਦੇ ਚਿੱਤਰ (Geometric form) ਰਾਹੀਂ ਉਪਰੋਕਤ ਤਾਲਿਕਾ ਵਿੱਚ ਪੇਸ਼ ਕੀਤਾ ਹੈ। ਇਸ ਤਾਲਿਕਾ ਤੋਂ ਅਸੀਂ ਇਹ ਦੇਖ ਸਕਦੇ ਹਾਂ ਕਿ ਅੱਖਰਾਂ ਅਤੇ ਲਗਾਮਾਤਰਾਂ ਦੇ ਆਪਸੀ ਸੰਬੰਧ ਨੂੰ ਦਿਖਾਉਣ ਲਈ ਆਵਾਜ਼ ਧਾਰਕ ਅੱਖਰਾਂ ਨੂੰ ਤਾਲਿਕਾ ਦੇ ਉੱਪਰ ਸੱਜੇ ਪਾਸੇ ਦਿਖਾਇਆ ਗਿਆ ਹੈ। ਸਾਰੀਆਂ ਨੌਂ ਸੁਤੰਤਰ ਲਗਾਮਾਤਰਾਂ ਤਾਲਿਕਾ ਦੇ ਖੱਬੇ ਪਾਸੇ ਦਰਸਾਇਆ ਗਿਆ ਹੈ। ਇਸੇ ਪ੍ਰਕਾਰ ਸਹਾਇਕ ਲਗਾਮਾਤਰਾਂ ਦਾ ਸੰਬੰਧ ਸੁਤੰਤਰ ਲਗਾਮਾਤਰਾਂ ਅਤੇ ਆਵਾਜ਼ ਧਾਰਕ ਅੱਖਰਾਂ (Vowels) ਨਾਲ ਦਰਸਾਉਣ ਲਈ ਇਸ ਤਾਲਿਕਾ ਦੇ ਉੱਪਰ ਖੱਬੇ ਪਾਸੇ ਇਕ ਤਿਰਛੀ ਰੇਖਾ ਉੱਤੇ ਸਥਿਤ ਸਹਾਇਕ ਲਗਾਮਾਤਰਾਂ ਰਾਹੀਂ ਦਿਖਾਇਆ ਗਿਆ ਹੈ। ਇਸ ਤਰ੍ਹਾਂ ਸਾਰੀਆਂ ਲਗਾਮਾਤਰਾਂ (ਸੁਤੰਤਰ, ਸਹਾਇਕ ਅਤੇ ਆਵਾਜ਼ ਧਾਰਕ) ਦੇ ਆਪਸੀ ਸੰਬੰਧ ਨੂੰ 'ਹਾਂ' ਦੇ ਚਿੰਨ੍ਹ ਨਾਲ ਦਰਸਾਇਆ ਗਿਆ ਹੈ ਜਿਸ ਦਾ ਭਾਵ ਹੈ ਕਿ ਇਨ੍ਹਾਂ ਦੋਹਾਂ ਦਾ ਸੁਮੇਲ ਨਾਲ ਕੀਤਾ ਜਾ ਸਕਦਾ ਹੈ। ਜੇ ਲਗਾਮਾਤਰਾਵਾਂ ਅਤੇ ਆਵਾਜ਼ ਧਾਰਕ ਅੱਖਰ ਜਿਨ੍ਹਾਂ ਦਾ ਪ੍ਰਯੋਗ ਇੱਕ ਦੂਸਰੇ ਦੇ ਸੁਮੇਲ ਨਾਲ ਨਹੀਂ ਹੋ ਸਕਦਾ, ਉਨ੍ਹਾਂ ਨੂੰ 'ਨਹੀਂ' ਦੇ ਚਿੰਨ੍ਹ ਨਾਲ ਦਰਸਾਇਆ ਗਿਆ ਹੈ। (852, 675, 1048, 986)
table-cell: ਹਾਂ (701, 290, 770, 328)
section-heading: ਲਗਾਮਾਤਰਾਂ ਅਤੇ ਅੱਖਰਾਂ ਦਾ ਆਪਸੀ ਸੰਬੰਧ: (852, 993, 1048, 1027)
author-shirt (21, 163, 79, 197)
row-label: (ਕਨੌੜਾ) (337, 770, 429, 825)
list-item: ਬਿਹਾਰੀ ਦੀ ਵਰਤੋਂ ਅੱਖਰ ਤੋਂ ਬਾਅਦ ਵਿੱਚ ਕੀਤੀ ਜਾਂਦੀ ਹੈ। (12, 1011, 208, 1039)
section-heading: ਲਗਾਮਾਤਰਾਂ: (12, 821, 76, 838)
table-cell: ਨਹੀਂ (701, 604, 770, 659)
assistant-label: (ਅੱਧਕ) (429, 290, 633, 328)
author-photo (12, 104, 88, 198)
table-cell: ਨਹੀਂ (633, 770, 701, 825)
table-cell: ਹਾਂ (701, 213, 770, 251)
section-heading: ਸਮੀਖਿਆ / ਵਿਸ਼ਲੇਸ਼ਣ: (1062, 560, 1185, 577)
headline: ਪੰਜਾਬੀ ਵਿਆਕਰਣ ਦੇ ਬੁਨਿਆਦੀ ਨਿਯਮ (12, 30, 816, 93)
paragraph: ਜਾਂਦਾ ਹੈ ਜਿਵੇਂ ਕਿ ਕ੍ਰਿਸ਼ਨ, ਪ੍ਰੀਖਿਆ, ਟ੍ਰਿਬਿਊਨ, ਅੰਮ੍ਰਿਤਸਰ ਆਦਿ। (432, 881, 628, 907)
table-cell: ਹਾਂ (565, 494, 633, 549)
table-cell: ਹਾਂ (429, 494, 497, 549)
paragraph: ਕੀਤੀ ਜਾਂਦੀ ਹੈ। (236, 881, 294, 892)
author-face (31, 117, 67, 161)
table-cell: ਨਹੀਂ (701, 494, 770, 549)
table-cell: ਨਹੀਂ (497, 438, 565, 493)
table-cell: ਹਾਂ (701, 715, 770, 770)
section-heading: ਆਵਾਜ਼ ਧਾਰਕ ਅੱਖਰਾਂ ਅਤੇ ਸੁਤੰਤਰ ਲਗਾਮਾਤਰਾਂ ਦਾ ਆਪਸੀ ਸੰਬੰਧ: (1062, 204, 1268, 238)
table-cell: ਹਾਂ (770, 213, 839, 251)
table-cell: ਨਹੀਂ (701, 549, 770, 604)
paragraph: ਬਾਕੀ ਭਾਸ਼ਾਵਾਂ ਦੀ ਤਰ੍ਹਾਂ, ਪੰਜਾਬੀ ਭਾਸ਼ਾ ਦੇ ਮੁੱਖ ਦੋ ਭਾਗ ਜਾਂ ਤੱਤ ਹਨ, ਜਿਵੇਂ ਕਿ ਵਰਣਮਾਲਾ ਅਤੇ ਲਗਾਮਾਤਰਾਂ। ਇਨ੍ਹਾਂ ਦੋਹਾਂ ਦਾ ਸੁਮੇਲ ਅਲੱਗ-ਅਲੱਗ ਸ਼ਬਦਾਂ ਅਤੇ ਧੁਨੀਆਂ ਨੂੰ ਪੈਦਾ ਕਰਦਾ ਹੈ। (12, 635, 208, 689)
row-label: (ਦੁਲਾਵਾਂ) (337, 659, 429, 714)
paragraph: ਆਮ ਪੰਜਾਬੀ ਲੋਕ, ਨਵੇਂ ਵਿਦਿਆਰਥੀ ਅਤੇ ਸਿਖਾਂਦਰੂ ਜੋ ਪੰਜਾਬੀ ਪੜ੍ਹਨੀ ਅਤੇ ਲਿਖਣੀ ਨਹੀਂ ਜਾਣਦੇ, ਉਨ੍ਹਾਂ ਦੀਆਂ ਸਮੱਸਿਆਵਾਂ ਦੇ ਮੱਦੇਨਜ਼ਰ ਇਹ ਬਹੁਤ ਮਹੱਤਵਪੂਰਨ ਅਤੇ ਜ਼ਰੂਰੀ ਹੈ ਕਿ ਉਨ੍ਹਾਂ ਸਾਰਿਆਂ ਨੂੰ ਇੱਕ ਆਸਾਨ ਤਰੀਕੇ ਦੀ ਮਦਦ ਨਾਲ ਇਸ ਗੱਲ ਦੀ ਪੂਰਨ ਜਾਣਕਾਰੀ ਦਿੱਤੀ ਜਾਵੇ ਕਿ ਪੰਜਾਬੀ ਦੇ ਸਹੀ ਢੰਗ ਨਾਲ ਸ਼ਬਦ ਬਣਾਉਣ ਅਤੇ ਬੋਲਣ ਲਈ ਪੰਜਾਬੀ ਵਰਣਮਾਲਾ ਦੇ ਕਿਹੜੇ ਅੱਖਰਾਂ ਨਾਲ ਕਿਹੜੀਆਂ ਲਗਾਮਾਤਰਾਂ ਦਾ ਪ੍ਰਯੋਗ ਹੋ ਸਕਦਾ ਹੈ। ਇਸ ਸਮੱਸਿਆ ਦਾ ਹੱਲ ਲੱਭਣ ਲਈ ਕਾਫ਼ੀ ਸਮੇਂ ਤੱਕ ਅਣਗਿਣਤ ਯਤਨ ਕੀਤੇ ਗਏ ਜਿਸ ਦੇ ਫਲਸਰੂਪ ਉਪਰੋਕਤ ਤਾਲਿਕਾ ਵਿਕਸਿਤ ਕੀਤੀ ਗਈ ਹੈ ਜੋ ਕਿ ਨਵੇਂ ਸਿਖਾਂਦਰੂਆਂ ਅਤੇ ਆਮ ਲੋਕਾਂ ਲਈ ਪੰਜਾਬੀ ਸਿੱਖਣ ਵਿੱਚ ਕਾਫ਼ੀ ਮਦਦਗਾਰ ਸਾਬਿਤ ਹੋ ਸਕਦੀ ਹੈ। ਉਪਰੋਕਤ ਤਾਲਿਕਾ ਦੀ ਅਣਹੋਂਦ ਕਾਰਨ, ਜਿਸ ਵਿੱਚ ਪੰਜਾਬੀ ਵਿਆਕਰਣ ਦੇ ਬੁਨਿਆਦੀ ਨਿਯਮ ਸ਼ਾਮਿਲ ਕੀਤੇ ਗਏ ਹਨ, ਪੰਜਾਬੀ ਭਾਸ਼ਾ ਨੂੰ ਪੜ੍ਹਨ ਵਾਲਿਆਂ ਨੂੰ ਸਮਝਣ ਬਹੁਤ ਕਠਿਨ ਜਾਪਦਾ ਸੀ। ਜੇਕਰ ਕੋਈ ਯਤਨ ਕਰਦਾ ਵੀ ਸੀ ਤਾਂ ਉਸ ਨੂੰ ਕਈ ਕਿਸਮ ਦੇ ਔਖ ਅਤੇ ਅਸਫ਼ਲ ਯਤਨਾਂ ਅਤੇ ਤਜਰਬਿਆਂ ਵਿੱਚੋਂ ਦੀ ਲੰਘਣਾ ਪੈਂਦਾ ਸੀ। (1062, 580, 1268, 833)
table-cell: ਨਹੀਂ (429, 715, 497, 770)
table-cell: ਨਹੀਂ (633, 604, 701, 659)
article-column-2 (226, 880, 422, 1210)
paragraph: ਪੰਜਾਬੀ ਵਿਆਕਰਣ ਦੇ ਕੀ ਨਿਯਮ ਹਨ ਅਤੇ ਇਹ ਕਿਵੇਂ ਕੰਮ ਕਰਦੇ ਹਨ? (852, 130, 1048, 156)
table-cell: ਹਾਂ (701, 770, 770, 825)
list-item: ਲਾਂਵ, ਦੁਲਾਵਾਂ, ਹੋੜਾ ਅਤੇ ਕਨੌੜਾ ਅੱਖਰਾਂ ਦੇ ਉੱਪਰ ਲਗਾਏ ਜਾਂਦੇ ਹਨ। (226, 896, 422, 924)
article-column-3 (432, 880, 628, 1210)
paragraph: ਇਸੇ ਤਰ੍ਹਾਂ ਸਿਹਾਰੀ (ਿ) ਜੋ ਕਿ ਇੱਕ ਸੁਤੰਤਰ ਲਗਾਮਾਤਰਾ ਹੈ, ਦਾ ਇਸਤੇਮਾਲ ਜਿੱਥੇ ਸੁਤੰਤਰ ਤੌਰ 'ਤੇ ਕੀਤਾ ਜਾਂਦਾ ਹੈ ਜਿਵੇਂ ਕਿ ਇਸ, ਕਿਸ, ਜਿਸ, ਕਿਰਤੀ, (432, 1126, 628, 1166)
table-title: ਤਾਲਿਕਾ (227, 105, 839, 139)
article-column-5 (852, 42, 1048, 1210)
table-cell: ਨਹੀਂ (497, 328, 565, 383)
table-cell: ਹਾਂ (633, 549, 701, 604)
row-label: (ਦੁਲੈਂਕੜ) (337, 549, 429, 604)
row-label: (ਸਿਹਾਰੀ) (337, 383, 429, 438)
table-cell: ਹਾਂ (565, 770, 633, 825)
